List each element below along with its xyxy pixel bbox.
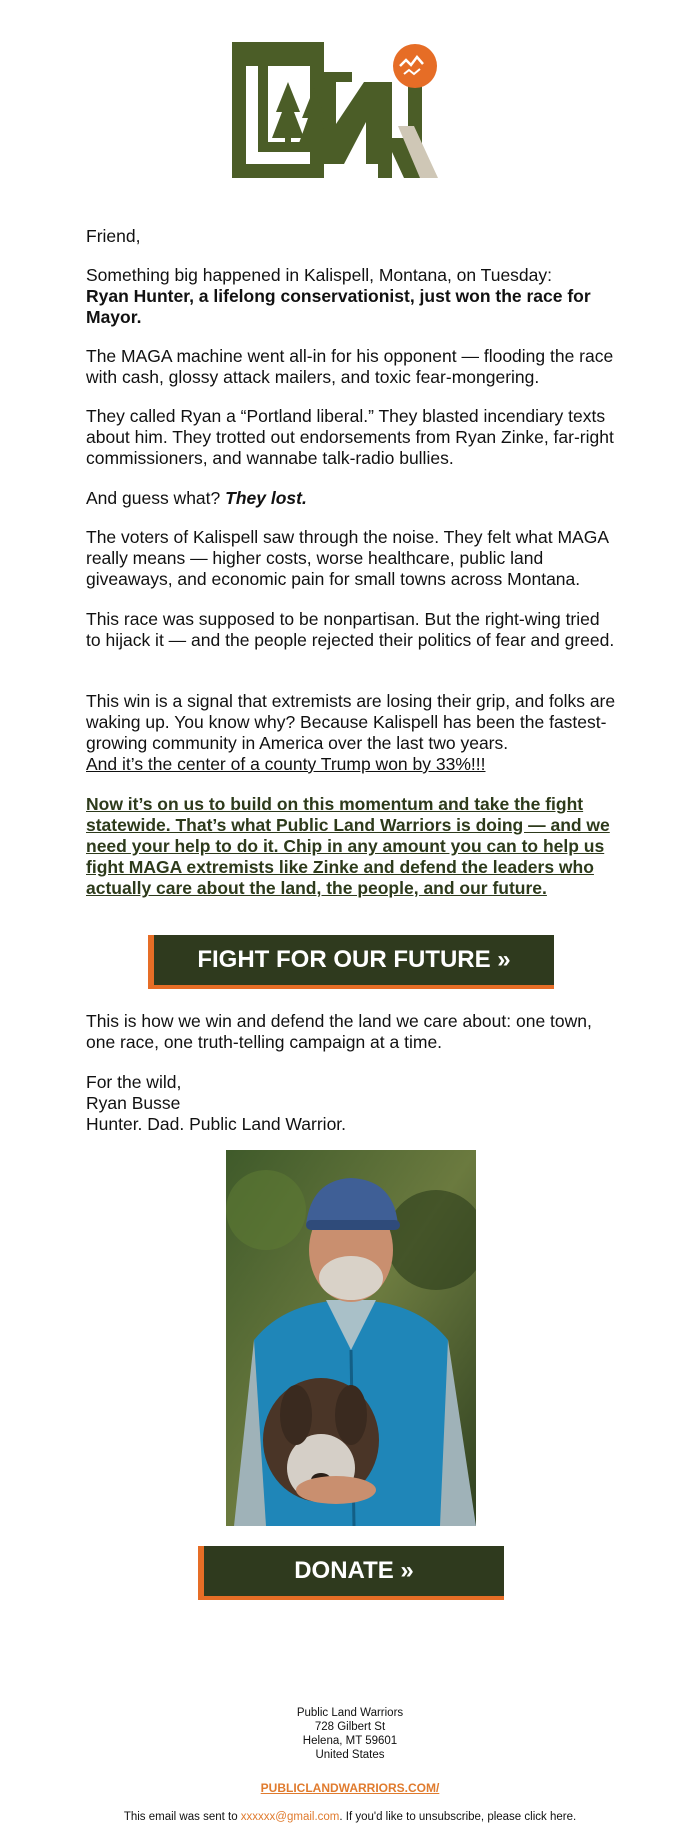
they-lost-emphasis: They lost.: [225, 488, 307, 508]
cta-donate-link[interactable]: Now it’s on us to build on this momentum and take the fight statewide. That’s what Public Land Warriors is doing — and we need your help to do it. Chip in any amount you can to help us fight MAGA extremists like Zinke and defend the leaders who actually care about the land, the people, and our future.: [86, 794, 610, 898]
paragraph-5: The voters of Kalispell saw through the noise. They felt what MAGA really means — higher costs, worse healthcare, public land giveaways, and economic pain for small towns across Montana.: [86, 527, 609, 589]
trump-33-link[interactable]: And it’s the center of a county Trump won by 33%!!!: [86, 754, 486, 774]
paragraph-1-bold: Ryan Hunter, a lifelong conservationist, just won the race for Mayor.: [86, 286, 591, 327]
footer-website-row: [0, 1781, 700, 1796]
paragraph-8: This is how we win and defend the land we care about: one town, one race, one truth-telling campaign at a time.: [86, 1011, 592, 1052]
paragraph-6: This race was supposed to be nonpartisan. But the right-wing tried to hijack it — and the people rejected their politics of fear and greed.: [86, 609, 615, 650]
paragraph-4: And guess what? They lost.: [86, 488, 307, 508]
paragraph-2: The MAGA machine went all-in for his opponent — flooding the race with cash, glossy attack mailers, and toxic fear-mongering.: [86, 346, 614, 387]
greeting: Friend,: [86, 226, 141, 246]
plw-logo-icon: [232, 42, 464, 178]
signoff: For the wild, Ryan Busse Hunter. Dad. Public Land Warrior.: [86, 1072, 616, 1135]
footer-address: [0, 1706, 700, 1762]
ryan-busse-photo: [226, 1150, 476, 1526]
fight-for-our-future-button[interactable]: FIGHT FOR OUR FUTURE »: [148, 935, 554, 989]
website-link[interactable]: PUBLICLANDWARRIORS.COM/: [260, 1781, 440, 1795]
footer-unsubscribe-row: This email was sent to xxxxxx@gmail.com. If you'd like to unsubscribe, please click here.: [123, 1811, 577, 1823]
footer-org: Public Land Warriors: [296, 1707, 404, 1719]
footer-city: Helena, MT 59601: [302, 1735, 398, 1747]
paragraph-1: Something big happened in Kalispell, Montana, on Tuesday: Ryan Hunter, a lifelong conservationist, just won the race for Mayor.: [86, 265, 591, 327]
paragraph-7: This win is a signal that extremists are losing their grip, and folks are waking up. You know why? Because Kalispell has been the fastest-growing community in America over the last two years. And it’s the center of a county Trump won by 33%!!!: [86, 691, 616, 774]
unsubscribe-text[interactable]: . If you'd like to unsubscribe, please click here.: [339, 1811, 577, 1823]
cta-paragraph: [86, 794, 616, 899]
footer-street: 728 Gilbert St: [314, 1721, 386, 1733]
signer-name: Ryan Busse: [86, 1093, 181, 1113]
recipient-email[interactable]: xxxxxx@gmail.com: [240, 1811, 340, 1823]
donate-button[interactable]: DONATE »: [198, 1546, 504, 1600]
signer-title: Hunter. Dad. Public Land Warrior.: [86, 1114, 347, 1134]
footer-country: United States: [315, 1749, 385, 1761]
paragraph-3: They called Ryan a “Portland liberal.” They blasted incendiary texts about him. They trotted out endorsements from Ryan Zinke, far-right commissioners, and wannabe talk-radio bullies.: [86, 406, 614, 468]
